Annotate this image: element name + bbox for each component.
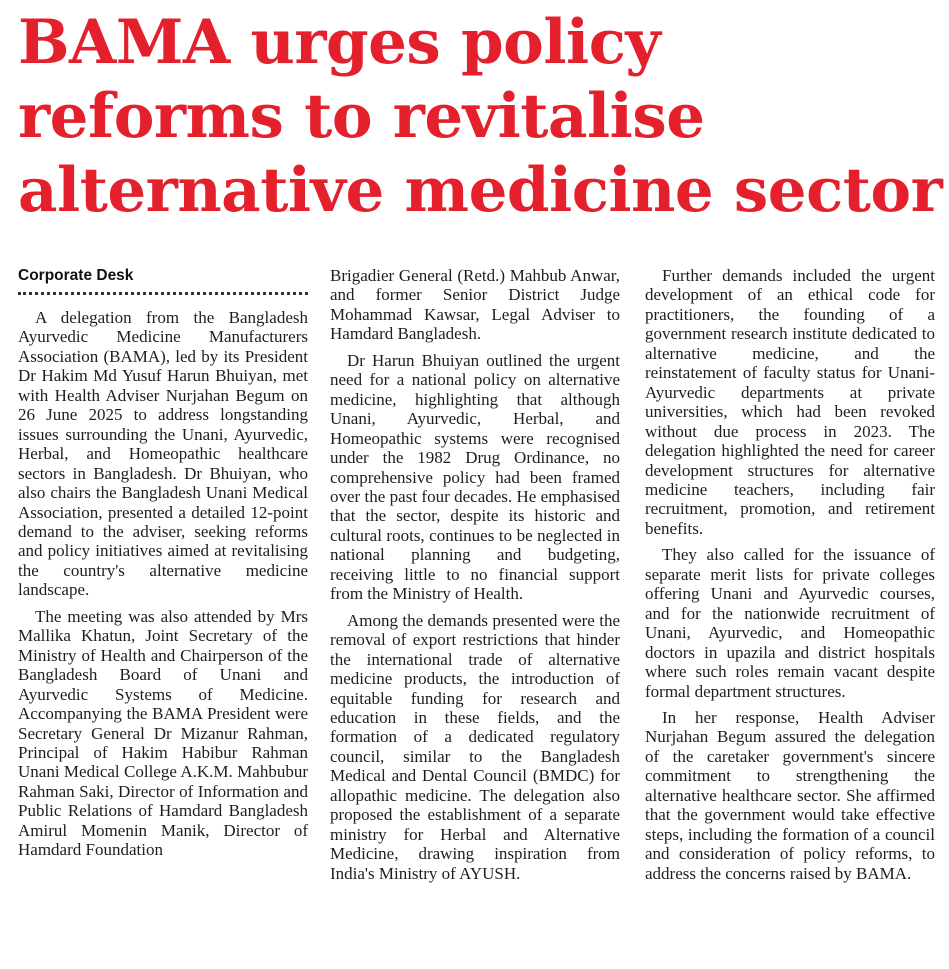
paragraph-1: A delegation from the Bangladesh Ayurvedic Medicine Manufacturers Association (BAMA), led by its President Dr Hakim Md Yusuf Harun Bhuiyan, met with Health Adviser Nurjahan Begum on 26 June 2025 to address longstanding issues surrounding the Unani, Ayurvedic, Herbal, and Homeopathic healthcare sectors in Bangladesh. Dr Bhuiyan, who also chairs the Bangladesh Unani Medical Association, presented a detailed 12-point demand to the adviser, seeking reforms and policy initiatives aimed at revitalising the country's alternative medicine landscape. (18, 308, 308, 600)
paragraph-2: The meeting was also attended by Mrs Mallika Khatun, Joint Secretary of the Ministry of Health and Chairperson of the Bangladesh Board of Unani and Ayurvedic Systems of Medicine. Accompanying the BAMA President were Secretary General Dr Mizanur Rahman, Principal of Hakim Habibur Rahman Unani Medical College A.K.M. Mahbubur Rahman Saki, Director of Information and Public Relations of Hamdard Bangladesh Amirul Momenin Manik, Director of Hamdard Foundation (18, 606, 308, 860)
desk-byline: Corporate Desk (18, 267, 134, 284)
headline: BAMA urges policy reforms to revitalise alternative medicine sector (18, 7, 943, 226)
paragraph-7: In her response, Health Adviser Nurjahan Begum assured the delegation of the caretaker government's sincere commitment to strengthening the alternative healthcare sector. She affirmed that the government would take effective steps, including the formation of a council and consideration of policy reforms, to address the concerns raised by BAMA. (645, 707, 935, 883)
column-2 (330, 266, 620, 890)
dotted-divider (18, 292, 308, 295)
paragraph-4: Among the demands presented were the removal of export restrictions that hinder the international trade of alternative medicine products, the introduction of equitable funding for research and education in these fields, and the formation of a dedicated regulatory council, similar to the Bangladesh Medical and Dental Council (BMDC) for allopathic medicine. The delegation also proposed the establishment of a separate ministry for Herbal and Alternative Medicine, drawing inspiration from India's Ministry of AYUSH. (330, 610, 620, 883)
column-3 (645, 266, 935, 890)
paragraph-5: Further demands included the urgent development of an ethical code for practitioners, the founding of a government research institute dedicated to alternative medicine, and the reinstatement of faculty status for Unani-Ayurvedic departments at private universities, which had been revoked without due process in 2023. The delegation highlighted the need for career development structures for alternative medicine teachers, including fair recruitment, promotion, and retirement benefits. (645, 266, 935, 538)
paragraph-3: Dr Harun Bhuiyan outlined the urgent need for a national policy on alternative medicine, highlighting that although Unani, Ayurvedic, Herbal, and Homeopathic systems were recognised under the 1982 Drug Ordinance, no comprehensive policy had been framed over the past four decades. He emphasised that the sector, despite its historic and cultural roots, continues to be neglected in national planning and budgeting, receiving little to no financial support from the Ministry of Health. (330, 350, 620, 604)
paragraph-2-continued: Brigadier General (Retd.) Mahbub Anwar, and former Senior District Judge Mohammad Kawsar, Legal Adviser to Hamdard Bangladesh. (330, 266, 620, 344)
column-1 (18, 266, 308, 867)
paragraph-6: They also called for the issuance of separate merit lists for private colleges offering Unani and Ayurvedic courses, and for the nationwide recruitment of Unani, Ayurvedic, and Homeopathic doctors in upazila and district hospitals where such roles remain vacant despite formal department structures. (645, 545, 935, 701)
